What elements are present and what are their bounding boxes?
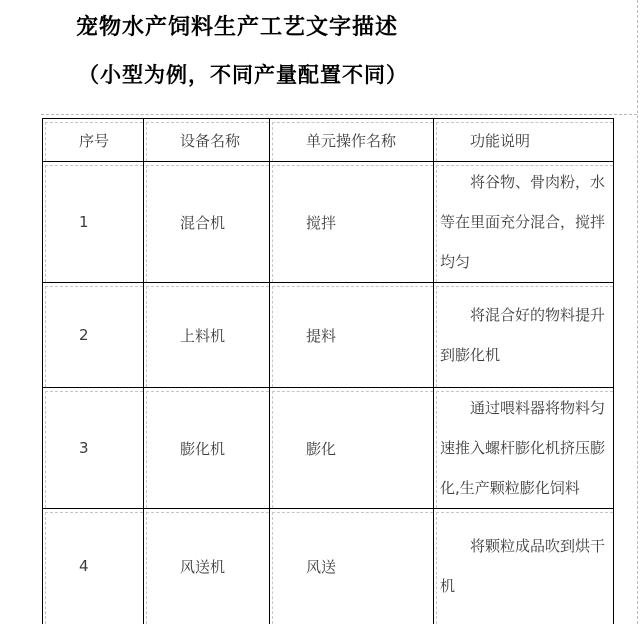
- cell-operation: 提料: [270, 283, 434, 388]
- header-cell-operation: 单元操作名称: [270, 119, 434, 162]
- document-title: 宠物水产饲料生产工艺文字描述: [76, 14, 399, 40]
- cell-device: 上料机: [144, 283, 270, 388]
- header-cell-function: 功能说明: [434, 119, 614, 162]
- header-cell-device: 设备名称: [144, 119, 270, 162]
- cell-device: 混合机: [144, 162, 270, 283]
- cell-description: 通过喂料器将物料匀速推入螺杆膨化机挤压膨化,生产颗粒膨化饲料: [434, 388, 614, 509]
- table-row: [43, 162, 614, 283]
- document-subtitle: （小型为例，不同产量配置不同）: [78, 62, 408, 87]
- table-header-row: [43, 119, 614, 162]
- cell-no: 1: [43, 162, 144, 283]
- cell-no: 4: [43, 509, 144, 624]
- header-cell-no: 序号: [43, 119, 144, 162]
- cell-operation: 膨化: [270, 388, 434, 509]
- table-row: [43, 283, 614, 388]
- cell-description: 将颗粒成品吹到烘干机: [434, 509, 614, 624]
- cell-no: 3: [43, 388, 144, 509]
- table-row: [43, 388, 614, 509]
- table-row: [43, 509, 614, 624]
- cell-operation: 搅拌: [270, 162, 434, 283]
- cell-description: 将混合好的物料提升到膨化机: [434, 283, 614, 388]
- cell-no: 2: [43, 283, 144, 388]
- process-table: [42, 118, 614, 624]
- text-boundary-horizontal: [41, 114, 637, 115]
- cell-device: 膨化机: [144, 388, 270, 509]
- cell-device: 风送机: [144, 509, 270, 624]
- cell-description: 将谷物、骨肉粉，水等在里面充分混合，搅拌均匀: [434, 162, 614, 283]
- text-boundary-vertical: [637, 0, 638, 624]
- cell-operation: 风送: [270, 509, 434, 624]
